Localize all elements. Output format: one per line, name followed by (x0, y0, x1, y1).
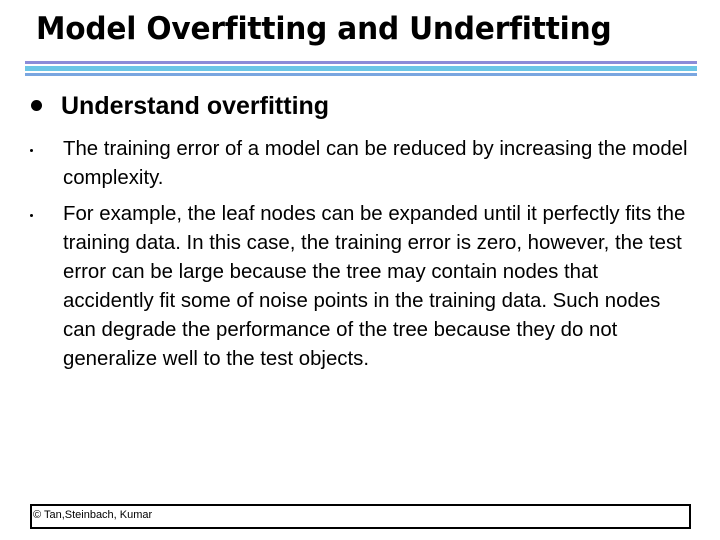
bullet-point-text: For example, the leaf nodes can be expanded until it perfectly fits the training data. In this case, the training error is zero, however, the test error can be large because the tree may contain nodes that accidently fit some of noise points in the training data. Such nodes can degrade the performance of the tree because they do not generalize well to the test objects. (63, 203, 686, 370)
title-underline-bottom (25, 73, 697, 76)
small-bullet-icon (30, 149, 33, 152)
bullet-point-text: The training error of a model can be reduced by increasing the model complexity. (63, 138, 688, 189)
title-underline-middle (25, 66, 697, 71)
footer-box (30, 504, 691, 529)
slide-title: Model Overfitting and Underfitting (36, 11, 612, 47)
bullet-point-complexity (63, 135, 688, 193)
copyright-footer: © Tan,Steinbach, Kumar (33, 509, 153, 521)
small-bullet-icon (30, 214, 33, 217)
bullet-icon (31, 100, 42, 111)
section-heading: Understand overfitting (61, 92, 330, 120)
title-underline-top (25, 61, 697, 64)
bullet-point-example (63, 200, 688, 373)
